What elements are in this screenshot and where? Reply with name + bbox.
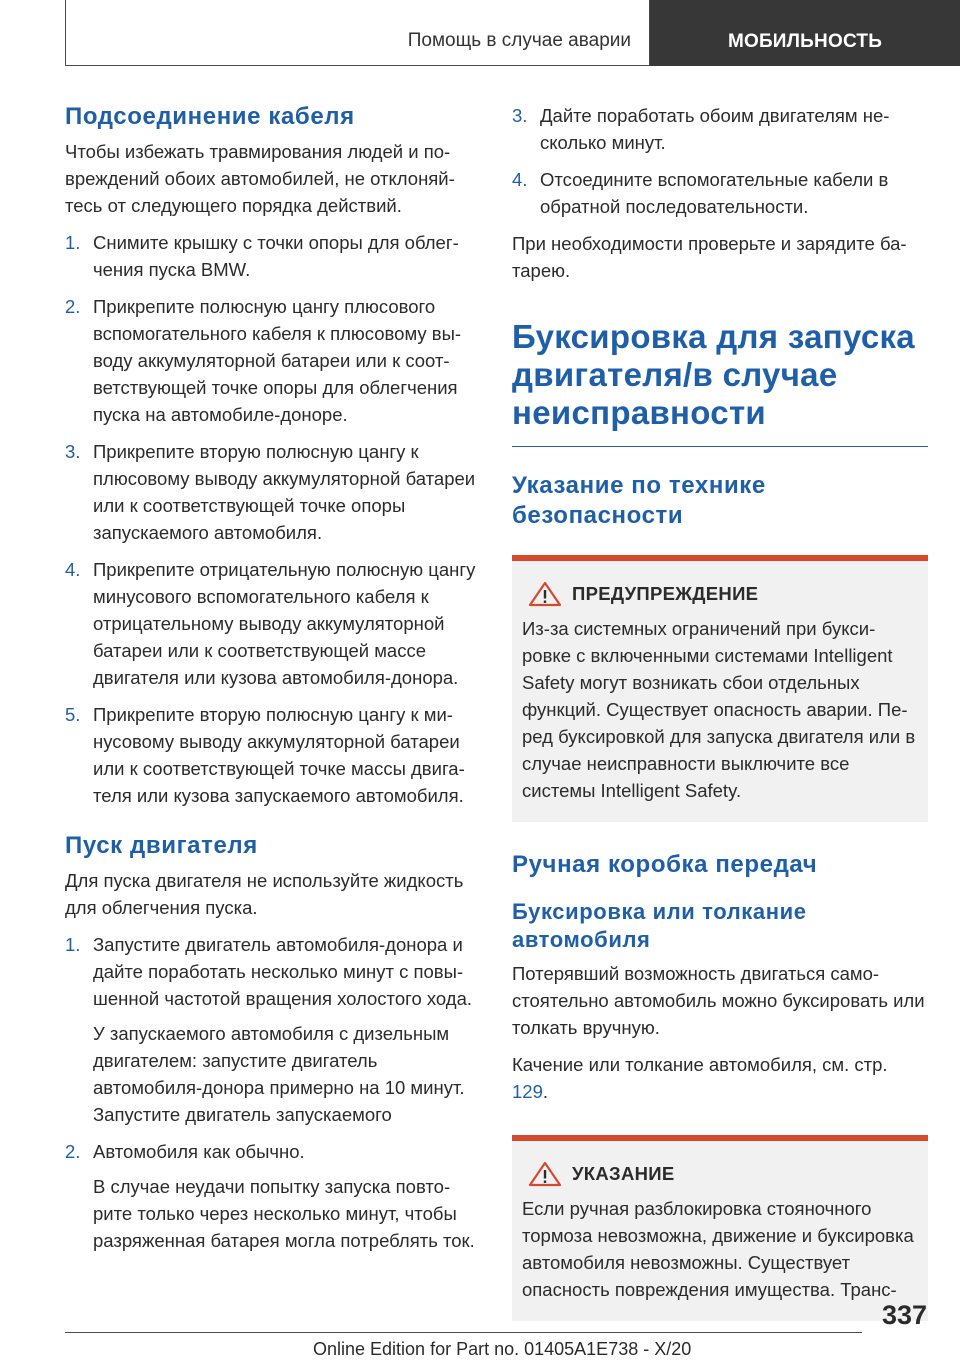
header-breadcrumb-box bbox=[65, 0, 650, 66]
cable-section-title: Подсоединение кабеля bbox=[65, 103, 355, 130]
page-number: 337 bbox=[881, 1300, 927, 1330]
cable-steps bbox=[65, 229, 480, 809]
reference-suffix: . bbox=[542, 1081, 549, 1102]
right-column bbox=[512, 102, 928, 1321]
list-item bbox=[65, 931, 480, 1128]
left-column bbox=[65, 102, 480, 1264]
warning-text: Из-за системных ограничений при буксировке с включенными системами Intelligent Safety могут возникать сбои отдельных функций. Существует опасность аварии. Перед буксировкой для запуска двигателя или в случае неисправности выключите все системы Intelligent Safety. bbox=[522, 618, 916, 801]
warning-label: ПРЕДУПРЕЖДЕНИЕ bbox=[572, 583, 759, 604]
step-number: 3. bbox=[512, 105, 528, 126]
step-number: 2. bbox=[65, 1141, 81, 1162]
safety-section-title: Указание по технике безопасности bbox=[512, 472, 766, 529]
step-text: Прикрепите вторую полюсную цангу к минусовому выводу аккумуляторной батареи или к соответствующей точке массы двигателя или кузова запускаемого автомобиля. bbox=[93, 704, 465, 806]
step-text: Запустите двигатель автомобиля-донора и дайте поработать несколько минут с повышенной частотой вращения холостого хода. bbox=[93, 934, 473, 1009]
notice-label: УКАЗАНИЕ bbox=[572, 1163, 675, 1184]
reference-prefix: Качение или толкание автомобиля, см. стр. bbox=[512, 1054, 888, 1075]
start-intro: Для пуска двигателя не используйте жидкость для облегчения пуска. bbox=[65, 870, 464, 918]
step-number: 3. bbox=[65, 441, 81, 462]
step-text: Отсоедините вспомогательные кабели в обратной последовательности. bbox=[540, 169, 889, 217]
breadcrumb[interactable]: Помощь в случае аварии bbox=[407, 30, 631, 51]
step-extra: У запускаемого автомобиля с дизельным двигателем: запустите двигатель автомобиля-донора примерно на 10 минут. Запустите двигатель запускаемого bbox=[93, 1023, 465, 1125]
warning-triangle-icon bbox=[528, 581, 562, 607]
step-number: 4. bbox=[65, 559, 81, 580]
cable-steps-continued bbox=[512, 102, 928, 220]
battery-note: При необходимости проверьте и зарядите батарею. bbox=[512, 233, 907, 281]
warning-box bbox=[512, 555, 928, 822]
step-text: Прикрепите вторую полюсную цангу к плюсовому выводу аккумуляторной батареи или к соответствующей точке опоры запускаемого автомобиля. bbox=[93, 441, 476, 543]
notice-header bbox=[528, 1161, 918, 1187]
cable-intro: Чтобы избежать травмирования людей и повреждений обоих автомобилей, не отклоняйтесь от следующего порядка действий. bbox=[65, 141, 455, 216]
step-text: Снимите крышку с точки опоры для облегчения пуска BMW. bbox=[93, 232, 459, 280]
towing-subtitle: Буксировка или толкание автомобиля bbox=[512, 899, 807, 952]
list-item bbox=[65, 293, 480, 428]
list-item bbox=[65, 1138, 480, 1254]
step-number: 5. bbox=[65, 704, 81, 725]
step-number: 4. bbox=[512, 169, 528, 190]
warning-triangle-icon bbox=[528, 1161, 562, 1187]
chapter-title: Буксировка для запуска двигателя/в случае неисправности bbox=[512, 318, 928, 447]
step-number: 1. bbox=[65, 232, 81, 253]
page-reference-link[interactable]: 129 bbox=[512, 1081, 543, 1102]
list-item bbox=[512, 102, 928, 156]
start-section-title: Пуск двигателя bbox=[65, 832, 258, 859]
list-item bbox=[65, 438, 480, 546]
start-steps bbox=[65, 931, 480, 1254]
chapter-tab-label: МОБИЛЬНОСТЬ bbox=[727, 31, 883, 52]
towing-reference bbox=[512, 1051, 928, 1105]
step-text: Дайте поработать обоим двигателям несколько минут. bbox=[540, 105, 890, 153]
towing-text: Потерявший возможность двигаться самостоятельно автомобиль можно буксировать или толкать вручную. bbox=[512, 963, 925, 1038]
notice-box bbox=[512, 1135, 928, 1321]
list-item bbox=[65, 701, 480, 809]
footer-edition: Online Edition for Part no. 01405A1E738 - X/20 bbox=[313, 1339, 692, 1359]
list-item bbox=[65, 229, 480, 283]
step-number: 1. bbox=[65, 934, 81, 955]
step-number: 2. bbox=[65, 296, 81, 317]
step-text: Автомобиля как обычно. bbox=[93, 1141, 305, 1162]
chapter-tab[interactable] bbox=[650, 0, 960, 66]
manual-section-title: Ручная коробка передач bbox=[512, 851, 818, 878]
footer-divider bbox=[65, 1332, 862, 1333]
notice-text: Если ручная разблокировка стояночного тормоза невозможна, движение и буксировка автомобиля невозможны. Существует опасность повреждения имущества. Транс- bbox=[522, 1198, 914, 1300]
step-text: Прикрепите полюсную цангу плюсового вспомогательного кабеля к плюсовому выводу аккумуляторной батареи или к соответствующей точке опоры для облегчения пуска на автомобиле-доноре. bbox=[93, 296, 462, 425]
list-item bbox=[512, 166, 928, 220]
step-extra: В случае неудачи попытку запуска повторите только через несколько минут, чтобы разряженная батарея могла потреблять ток. bbox=[93, 1176, 475, 1251]
step-text: Прикрепите отрицательную полюсную цангу минусового вспомогательного кабеля к отрицательному выводу аккумуляторной батареи или к соответствующей массе двигателя или кузова автомобиля-донора. bbox=[93, 559, 476, 688]
list-item bbox=[65, 556, 480, 691]
warning-header bbox=[528, 581, 918, 607]
